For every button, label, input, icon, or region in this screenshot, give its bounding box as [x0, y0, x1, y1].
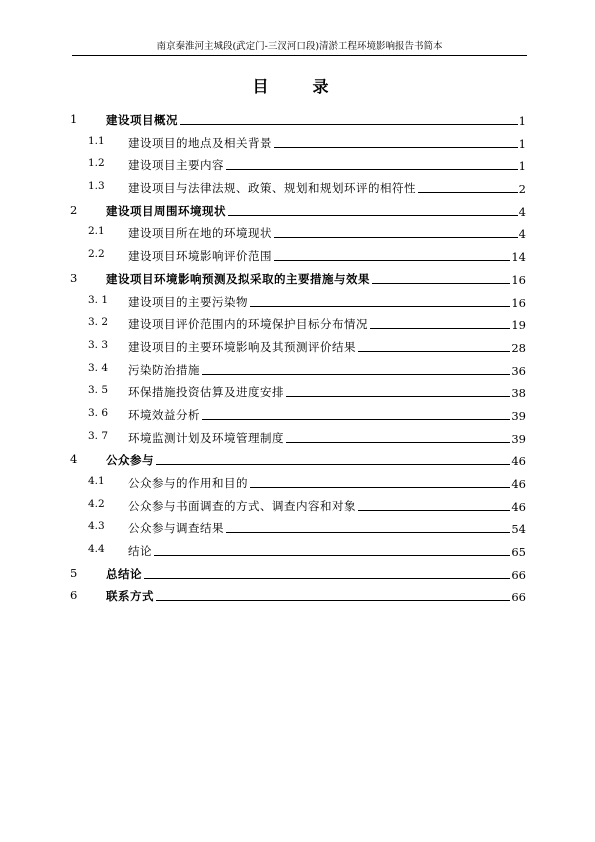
toc-entry[interactable] [70, 426, 526, 449]
toc-entry-label: 建设项目概况 [106, 113, 178, 127]
toc-leader-line [358, 351, 510, 352]
toc-entry[interactable] [70, 290, 526, 313]
toc-leader-line [156, 464, 510, 465]
toc-leader-line [154, 555, 510, 556]
toc-leader-line [418, 192, 518, 193]
toc-entry[interactable] [70, 358, 526, 381]
toc-entry-number: 3. 7 [88, 429, 109, 442]
toc-entry[interactable] [70, 153, 526, 176]
toc-entry-number: 3. 3 [88, 338, 109, 351]
toc-entry-label: 建设项目环境影响评价范围 [128, 249, 272, 264]
toc-leader-line [144, 578, 510, 579]
toc-leader-line [286, 442, 510, 443]
toc-entry-number: 3. 5 [88, 384, 109, 397]
toc-entry-label: 建设项目评价范围内的环境保护目标分布情况 [128, 317, 368, 332]
toc-entry-page: 65 [511, 545, 526, 560]
toc-entry-page: 46 [511, 477, 526, 491]
toc-leader-line [358, 510, 510, 511]
toc-entry-label: 建设项目的主要环境影响及其预测评价结果 [128, 339, 356, 354]
toc-entry-number: 1.2 [88, 157, 105, 170]
toc-entry-number: 3. 2 [88, 316, 109, 329]
toc-entry-page: 1 [518, 114, 526, 128]
toc-leader-line [202, 419, 510, 420]
toc-entry-page: 36 [511, 363, 526, 378]
toc-entry-number: 1 [70, 112, 78, 126]
toc-leader-line [156, 600, 510, 601]
toc-entry-page: 14 [511, 250, 526, 265]
toc-entry-page: 28 [511, 340, 526, 355]
toc-entry-page: 39 [511, 431, 526, 446]
toc-entry-number: 3 [70, 270, 78, 285]
toc-entry-number: 2.2 [88, 248, 105, 261]
toc-entry[interactable] [70, 584, 526, 607]
toc-entry-label: 建设项目的主要污染物 [128, 294, 248, 309]
toc-entry[interactable] [70, 471, 526, 494]
toc-entry-number: 1.1 [88, 134, 105, 147]
toc-entry-number: 2.1 [88, 225, 105, 238]
toc-leader-line [372, 283, 510, 284]
toc-entry-label: 污染防治措施 [128, 362, 200, 377]
toc-entry-page: 4 [518, 227, 526, 242]
toc-leader-line [226, 532, 510, 533]
toc-entry-page: 16 [511, 295, 526, 310]
running-header: 南京秦淮河主城段(武定门-三汊河口段)清淤工程环境影响报告书简本 [72, 38, 527, 56]
toc-entry[interactable] [70, 539, 526, 562]
toc-entry-number: 1.3 [88, 180, 105, 193]
toc-entry-number: 3. 1 [88, 293, 109, 306]
toc-entry[interactable] [70, 131, 526, 154]
toc-leader-line [286, 396, 510, 397]
toc-leader-line [370, 328, 510, 329]
toc-entry-page: 54 [511, 522, 526, 537]
toc-entry[interactable] [70, 267, 526, 290]
toc-entry-page: 46 [511, 499, 526, 514]
toc-entry-label: 环境效益分析 [128, 407, 200, 422]
toc-entry-number: 4 [70, 452, 78, 467]
toc-entry[interactable] [70, 108, 526, 131]
toc-entry-page: 38 [511, 386, 526, 401]
toc-entry-label: 公众参与调查结果 [128, 521, 224, 536]
toc-leader-line [274, 260, 510, 261]
toc-entry[interactable] [70, 403, 526, 426]
toc-entry-page: 39 [511, 408, 526, 423]
toc-entry[interactable] [70, 380, 526, 403]
toc-entry-page: 1 [518, 136, 526, 151]
toc-entry-number: 5 [70, 565, 78, 580]
toc-entry-page: 46 [511, 454, 526, 469]
toc-entry[interactable] [70, 516, 526, 539]
toc-entry-page: 4 [518, 204, 526, 219]
toc-leader-line [250, 306, 510, 307]
toc-entry-page: 2 [518, 182, 526, 197]
toc-entry[interactable] [70, 199, 526, 222]
toc-entry-label: 建设项目环境影响预测及拟采取的主要措施与效果 [106, 271, 370, 286]
toc-entry-label: 总结论 [106, 566, 142, 581]
toc-leader-line [228, 215, 518, 216]
toc-entry-label: 环境监测计划及环境管理制度 [128, 430, 284, 445]
toc-entry-number: 4.4 [88, 543, 105, 556]
toc-leader-line [274, 147, 518, 148]
toc-entry-label: 建设项目主要内容 [128, 158, 224, 173]
toc-entry-number: 4.3 [88, 520, 105, 533]
toc-entry-label: 公众参与的作用和目的 [128, 476, 248, 490]
toc-entry[interactable] [70, 176, 526, 199]
toc-entry-label: 环保措施投资估算及进度安排 [128, 385, 284, 400]
toc-entry-page: 66 [511, 567, 526, 582]
toc-entry[interactable] [70, 221, 526, 244]
toc-leader-line [274, 237, 518, 238]
toc-leader-line [226, 169, 518, 170]
toc-leader-line [202, 374, 510, 375]
toc-entry-label: 公众参与书面调查的方式、调查内容和对象 [128, 498, 356, 513]
toc-entry[interactable] [70, 562, 526, 585]
table-of-contents [70, 108, 526, 607]
toc-entry-page: 19 [511, 318, 526, 333]
toc-entry-label: 建设项目所在地的环境现状 [128, 226, 272, 241]
toc-entry-page: 66 [511, 590, 526, 605]
toc-entry-label: 结论 [128, 544, 152, 559]
toc-entry-label: 建设项目与法律法规、政策、规划和规划环评的相符性 [128, 181, 416, 196]
toc-leader-line [250, 487, 510, 488]
toc-entry-page: 1 [518, 159, 526, 174]
page-title: 目 录 [252, 77, 343, 96]
toc-entry[interactable] [70, 244, 526, 267]
toc-entry-label: 建设项目的地点及相关背景 [128, 135, 272, 150]
toc-entry-number: 2 [70, 202, 78, 217]
toc-entry-label: 建设项目周围环境现状 [106, 203, 226, 218]
toc-entry-label: 公众参与 [106, 453, 154, 468]
toc-entry[interactable] [70, 448, 526, 471]
toc-entry-number: 4.1 [88, 475, 105, 487]
toc-entry[interactable] [70, 494, 526, 517]
toc-entry[interactable] [70, 312, 526, 335]
toc-leader-line [180, 124, 518, 125]
toc-entry-label: 联系方式 [106, 589, 154, 604]
toc-entry-number: 4.2 [88, 497, 105, 510]
toc-entry-number: 3. 6 [88, 406, 109, 419]
toc-entry-number: 6 [70, 588, 78, 603]
toc-entry-number: 3. 4 [88, 361, 109, 374]
toc-entry[interactable] [70, 335, 526, 358]
toc-entry-page: 16 [511, 272, 526, 287]
